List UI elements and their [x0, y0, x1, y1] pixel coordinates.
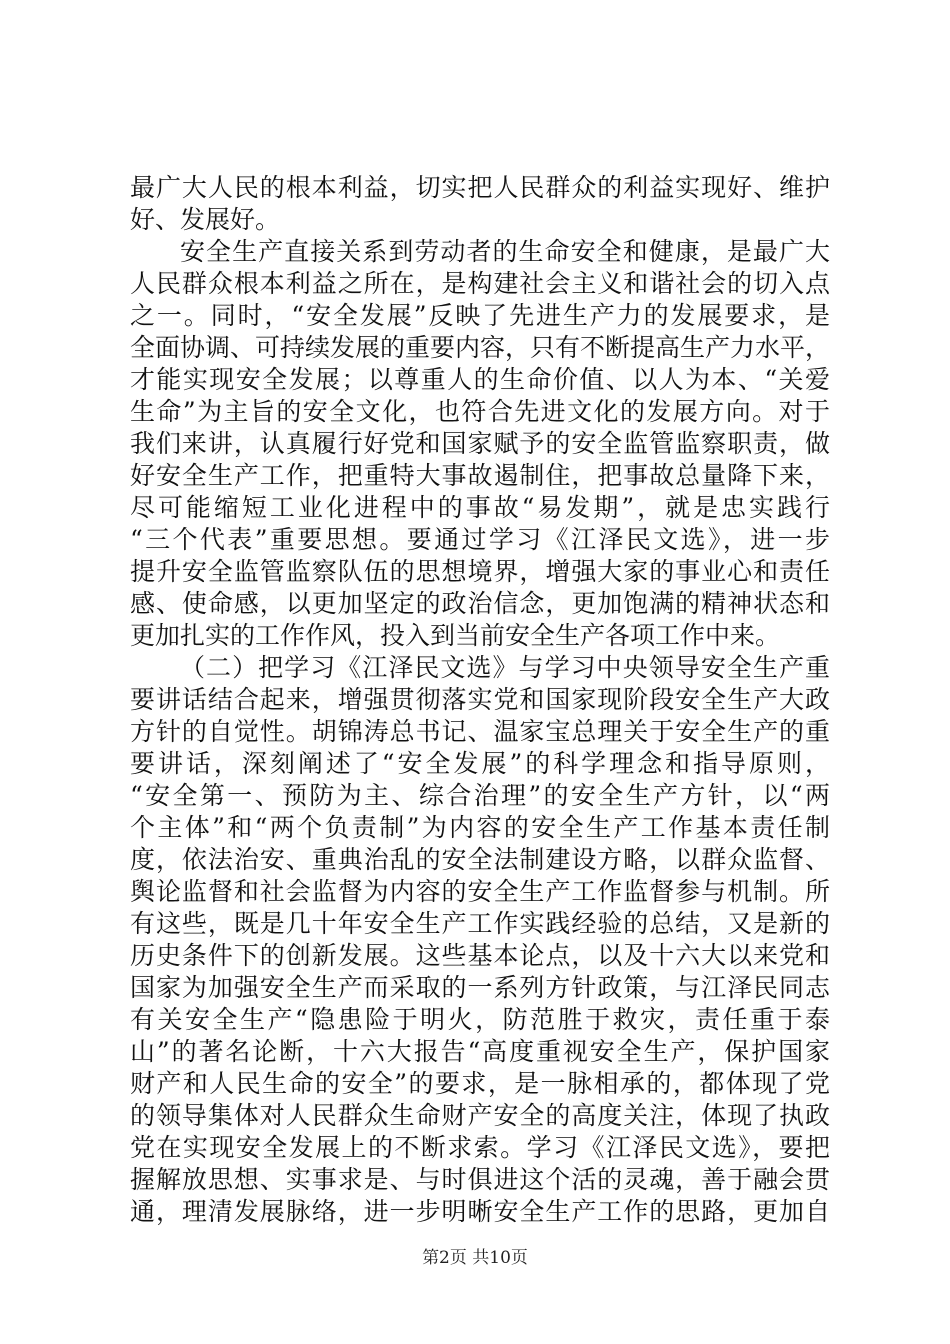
text-line: 之一。同时，“安全发展”反映了先进生产力的发展要求，是 — [130, 301, 830, 330]
paragraph-first-line: 安全生产直接关系到劳动者的生命安全和健康，是最广大 — [180, 237, 830, 266]
text-line: 好安全生产工作，把重特大事故遏制住，把事故总量降下来， — [130, 461, 830, 490]
text-line: 最广大人民的根本利益，切实把人民群众的利益实现好、维护 — [130, 173, 830, 202]
text-line: “三个代表”重要思想。要通过学习《江泽民文选》，进一步 — [130, 525, 830, 554]
text-line: “安全第一、预防为主、综合治理”的安全生产方针，以“两 — [130, 781, 830, 810]
text-line: 我们来讲，认真履行好党和国家赋予的安全监管监察职责，做 — [130, 429, 830, 458]
text-line: 更加扎实的工作作风，投入到当前安全生产各项工作中来。 — [130, 621, 781, 650]
text-line: 有关安全生产“隐患险于明火，防范胜于救灾，责任重于泰 — [130, 1005, 830, 1034]
paragraph-first-line: （二）把学习《江泽民文选》与学习中央领导安全生产重 — [180, 653, 830, 682]
text-line: 尽可能缩短工业化进程中的事故“易发期”，就是忠实践行 — [130, 493, 830, 522]
text-line: 历史条件下的创新发展。这些基本论点，以及十六大以来党和 — [130, 941, 830, 970]
text-line: 国家为加强安全生产而采取的一系列方针政策，与江泽民同志 — [130, 973, 830, 1002]
text-line: 财产和人民生命的安全”的要求，是一脉相承的，都体现了党 — [130, 1069, 830, 1098]
text-line: 度，依法治安、重典治乱的安全法制建设方略，以群众监督、 — [130, 845, 830, 874]
text-line: 提升安全监管监察队伍的思想境界，增强大家的事业心和责任 — [130, 557, 830, 586]
text-line: 才能实现安全发展；以尊重人的生命价值、以人为本、“关爱 — [130, 365, 830, 394]
text-line: 舆论监督和社会监督为内容的安全生产工作监督参与机制。所 — [130, 877, 830, 906]
text-line: 山”的著名论断，十六大报告“高度重视安全生产，保护国家 — [130, 1037, 830, 1066]
text-line: 好、发展好。 — [130, 205, 281, 234]
text-line: 握解放思想、实事求是、与时俱进这个活的灵魂，善于融会贯 — [130, 1165, 830, 1194]
text-line: 生命”为主旨的安全文化，也符合先进文化的发展方向。对于 — [130, 397, 830, 426]
text-line: 人民群众根本利益之所在，是构建社会主义和谐社会的切入点 — [130, 269, 830, 298]
text-line: 全面协调、可持续发展的重要内容，只有不断提高生产力水平， — [130, 333, 831, 362]
text-line: 通，理清发展脉络，进一步明晰安全生产工作的思路，更加自 — [130, 1197, 830, 1226]
document-body — [130, 172, 830, 1228]
page-number-label: 第2页 共10页 — [422, 1248, 528, 1268]
text-line: 个主体”和“两个负责制”为内容的安全生产工作基本责任制 — [130, 813, 830, 842]
text-line: 党在实现安全发展上的不断求索。学习《江泽民文选》，要把 — [130, 1133, 830, 1162]
text-line: 感、使命感，以更加坚定的政治信念，更加饱满的精神状态和 — [130, 589, 830, 618]
text-line: 要讲话，深刻阐述了“安全发展”的科学理念和指导原则， — [130, 749, 830, 778]
page-footer — [0, 1246, 950, 1270]
text-line: 方针的自觉性。胡锦涛总书记、温家宝总理关于安全生产的重 — [130, 717, 830, 746]
text-line: 要讲话结合起来，增强贯彻落实党和国家现阶段安全生产大政 — [130, 685, 830, 714]
text-line: 有这些，既是几十年安全生产工作实践经验的总结，又是新的 — [130, 909, 830, 938]
text-line: 的领导集体对人民群众生命财产安全的高度关注，体现了执政 — [130, 1101, 830, 1130]
